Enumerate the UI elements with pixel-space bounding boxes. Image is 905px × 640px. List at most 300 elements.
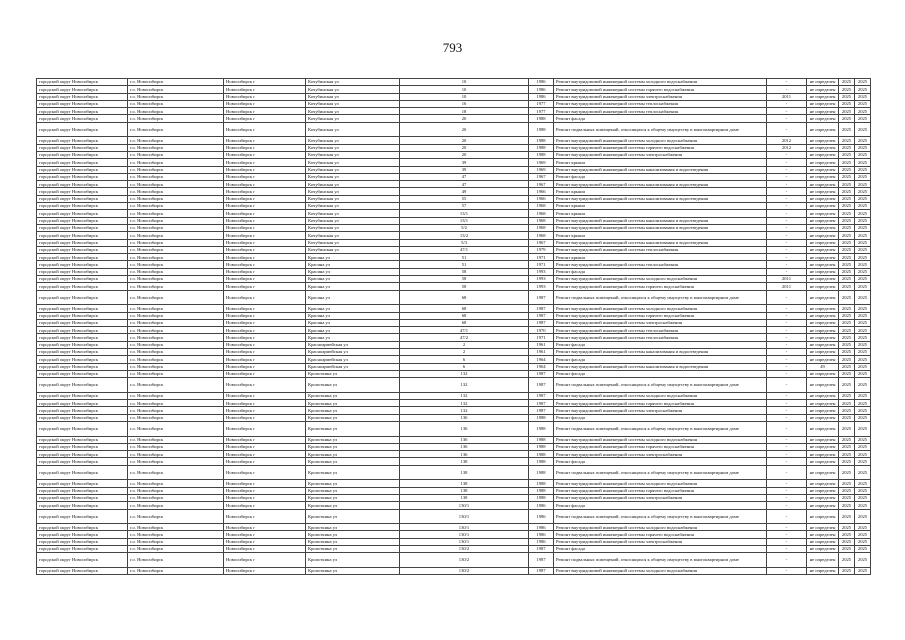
plan-end-year-cell: 2025 — [855, 115, 871, 122]
district-cell: городской округ Новосибирск — [37, 509, 128, 524]
year-built-cell: 1988 — [529, 487, 554, 494]
cost-cell: не определен — [807, 246, 839, 253]
city-cell: Новосибирск г — [224, 203, 306, 210]
plan-start-year-cell: 2025 — [839, 108, 855, 115]
plan-end-year-cell: 2025 — [855, 261, 871, 268]
municipality-cell: г.о. Новосибирск — [128, 290, 224, 305]
work-type-cell: Ремонт внутридомовой инженерной системы горячего водоснабжения — [554, 283, 767, 290]
municipality-cell: г.о. Новосибирск — [128, 465, 224, 480]
last-repair-year-cell: - — [767, 487, 807, 494]
plan-start-year-cell: 2025 — [839, 210, 855, 217]
last-repair-year-cell: - — [767, 480, 807, 487]
plan-end-year-cell: 2025 — [855, 327, 871, 334]
plan-start-year-cell: 2025 — [839, 458, 855, 465]
table-row — [37, 166, 871, 173]
municipality-cell: г.о. Новосибирск — [128, 400, 224, 407]
plan-start-year-cell: 2025 — [839, 465, 855, 480]
last-repair-year-cell: - — [767, 546, 807, 553]
table-row — [37, 509, 871, 524]
table-row — [37, 480, 871, 487]
cost-cell: не определен — [807, 290, 839, 305]
table-row — [37, 246, 871, 253]
city-cell: Новосибирск г — [224, 494, 306, 501]
work-type-cell: Ремонт внутридомовой инженерной системы горячего водоснабжения — [554, 400, 767, 407]
cost-cell: не определен — [807, 538, 839, 545]
year-built-cell: 1988 — [529, 115, 554, 122]
work-type-cell: Ремонт внутридомовой инженерной системы электроснабжения — [554, 451, 767, 458]
work-type-cell: Ремонт подвальных помещений, относящихся к общему имуществу в многоквартирном доме — [554, 465, 767, 480]
city-cell: Новосибирск г — [224, 312, 306, 319]
year-built-cell: 1987 — [529, 312, 554, 319]
street-cell: Красина ул — [306, 305, 400, 312]
table-row — [37, 188, 871, 195]
district-cell: городской округ Новосибирск — [37, 93, 128, 100]
year-built-cell: 1969 — [529, 166, 554, 173]
work-type-cell: Ремонт внутридомовой инженерной системы электроснабжения — [554, 93, 767, 100]
municipality-cell: г.о. Новосибирск — [128, 261, 224, 268]
table-row — [37, 232, 871, 239]
year-built-cell: 1970 — [529, 327, 554, 334]
street-cell: Кропоткина ул — [306, 509, 400, 524]
cost-cell: не определен — [807, 334, 839, 341]
municipality-cell: г.о. Новосибирск — [128, 553, 224, 568]
work-type-cell: Ремонт крыши — [554, 203, 767, 210]
work-type-cell: Ремонт внутридомовой инженерной системы горячего водоснабжения — [554, 443, 767, 450]
district-cell: городской округ Новосибирск — [37, 363, 128, 370]
district-cell: городской округ Новосибирск — [37, 79, 128, 86]
work-type-cell: Ремонт внутридомовой инженерной системы холодного водоснабжения — [554, 137, 767, 144]
house-cell: 47 — [400, 173, 529, 180]
municipality-cell: г.о. Новосибирск — [128, 494, 224, 501]
city-cell: Новосибирск г — [224, 400, 306, 407]
plan-end-year-cell: 2025 — [855, 356, 871, 363]
municipality-cell: г.о. Новосибирск — [128, 378, 224, 393]
street-cell: Кочубинская ул — [306, 166, 400, 173]
cost-cell: не определен — [807, 203, 839, 210]
plan-end-year-cell: 2025 — [855, 407, 871, 414]
last-repair-year-cell: - — [767, 261, 807, 268]
plan-end-year-cell: 2025 — [855, 363, 871, 370]
work-type-cell: Ремонт внутридомовой инженерной системы горячего водоснабжения — [554, 312, 767, 319]
city-cell: Новосибирск г — [224, 487, 306, 494]
table-row — [37, 356, 871, 363]
municipality-cell: г.о. Новосибирск — [128, 487, 224, 494]
plan-start-year-cell: 2025 — [839, 239, 855, 246]
year-built-cell: 1986 — [529, 524, 554, 531]
year-built-cell: 1966 — [529, 188, 554, 195]
plan-start-year-cell: 2025 — [839, 356, 855, 363]
house-cell: 138 — [400, 458, 529, 465]
table-row — [37, 159, 871, 166]
district-cell: городской округ Новосибирск — [37, 465, 128, 480]
cost-cell: не определен — [807, 502, 839, 509]
house-cell: 20 — [400, 115, 529, 122]
plan-start-year-cell: 2025 — [839, 348, 855, 355]
last-repair-year-cell: 2011 — [767, 93, 807, 100]
plan-end-year-cell: 2025 — [855, 553, 871, 568]
district-cell: городской округ Новосибирск — [37, 195, 128, 202]
municipality-cell: г.о. Новосибирск — [128, 224, 224, 231]
plan-end-year-cell: 2025 — [855, 305, 871, 312]
municipality-cell: г.о. Новосибирск — [128, 502, 224, 509]
city-cell: Новосибирск г — [224, 567, 306, 574]
district-cell: городской округ Новосибирск — [37, 210, 128, 217]
district-cell: городской округ Новосибирск — [37, 319, 128, 326]
last-repair-year-cell: - — [767, 400, 807, 407]
year-built-cell: 1987 — [529, 370, 554, 377]
page-number: 793 — [442, 40, 463, 55]
last-repair-year-cell: - — [767, 436, 807, 443]
municipality-cell: г.о. Новосибирск — [128, 115, 224, 122]
last-repair-year-cell: - — [767, 509, 807, 524]
plan-start-year-cell: 2025 — [839, 181, 855, 188]
street-cell: Красноармейская ул — [306, 356, 400, 363]
table-row — [37, 93, 871, 100]
district-cell: городской округ Новосибирск — [37, 400, 128, 407]
cost-cell: не определен — [807, 348, 839, 355]
district-cell: городской округ Новосибирск — [37, 246, 128, 253]
municipality-cell: г.о. Новосибирск — [128, 414, 224, 421]
district-cell: городской округ Новосибирск — [37, 217, 128, 224]
year-built-cell: 1968 — [529, 224, 554, 231]
last-repair-year-cell: - — [767, 108, 807, 115]
table-row — [37, 181, 871, 188]
city-cell: Новосибирск г — [224, 268, 306, 275]
last-repair-year-cell: - — [767, 173, 807, 180]
plan-start-year-cell: 2025 — [839, 246, 855, 253]
cost-cell: не определен — [807, 188, 839, 195]
municipality-cell: г.о. Новосибирск — [128, 283, 224, 290]
district-cell: городской округ Новосибирск — [37, 524, 128, 531]
work-type-cell: Ремонт фасада — [554, 502, 767, 509]
plan-end-year-cell: 2025 — [855, 79, 871, 86]
cost-cell: не определен — [807, 86, 839, 93]
district-cell: городской округ Новосибирск — [37, 305, 128, 312]
plan-start-year-cell: 2025 — [839, 290, 855, 305]
house-cell: 39 — [400, 166, 529, 173]
district-cell: городской округ Новосибирск — [37, 538, 128, 545]
last-repair-year-cell: - — [767, 392, 807, 399]
plan-start-year-cell: 2025 — [839, 378, 855, 393]
district-cell: городской округ Новосибирск — [37, 312, 128, 319]
table-row — [37, 312, 871, 319]
work-type-cell: Ремонт внутридомовой инженерной системы горячего водоснабжения — [554, 144, 767, 151]
table-row — [37, 546, 871, 553]
last-repair-year-cell: - — [767, 356, 807, 363]
house-cell: 136 — [400, 414, 529, 421]
plan-end-year-cell: 2025 — [855, 166, 871, 173]
work-type-cell: Ремонт внутридомовой инженерной системы холодного водоснабжения — [554, 436, 767, 443]
city-cell: Новосибирск г — [224, 115, 306, 122]
municipality-cell: г.о. Новосибирск — [128, 151, 224, 158]
year-built-cell: 1968 — [529, 203, 554, 210]
district-cell: городской округ Новосибирск — [37, 480, 128, 487]
plan-start-year-cell: 2025 — [839, 334, 855, 341]
plan-end-year-cell: 2025 — [855, 210, 871, 217]
street-cell: Кочубинская ул — [306, 246, 400, 253]
plan-start-year-cell: 2025 — [839, 370, 855, 377]
work-type-cell: Ремонт подвальных помещений, относящихся к общему имуществу в многоквартирном доме — [554, 421, 767, 436]
street-cell: Кочубинская ул — [306, 159, 400, 166]
municipality-cell: г.о. Новосибирск — [128, 509, 224, 524]
plan-start-year-cell: 2025 — [839, 217, 855, 224]
city-cell: Новосибирск г — [224, 108, 306, 115]
street-cell: Кочубинская ул — [306, 232, 400, 239]
municipality-cell: г.о. Новосибирск — [128, 319, 224, 326]
plan-end-year-cell: 2025 — [855, 443, 871, 450]
year-built-cell: 1986 — [529, 93, 554, 100]
house-cell: 138 — [400, 465, 529, 480]
street-cell: Кочубинская ул — [306, 79, 400, 86]
year-built-cell: 1988 — [529, 144, 554, 151]
house-cell: 138 — [400, 480, 529, 487]
year-built-cell: 1968 — [529, 217, 554, 224]
last-repair-year-cell: - — [767, 567, 807, 574]
plan-start-year-cell: 2025 — [839, 531, 855, 538]
table-row — [37, 319, 871, 326]
district-cell: городской округ Новосибирск — [37, 443, 128, 450]
house-cell: 10 — [400, 93, 529, 100]
plan-end-year-cell: 2025 — [855, 546, 871, 553]
plan-end-year-cell: 2025 — [855, 414, 871, 421]
city-cell: Новосибирск г — [224, 232, 306, 239]
plan-start-year-cell: 2025 — [839, 487, 855, 494]
cost-cell: не определен — [807, 465, 839, 480]
district-cell: городской округ Новосибирск — [37, 370, 128, 377]
city-cell: Новосибирск г — [224, 210, 306, 217]
year-built-cell: 1961 — [529, 348, 554, 355]
house-cell: 136 — [400, 443, 529, 450]
table-row — [37, 341, 871, 348]
last-repair-year-cell: 2012 — [767, 144, 807, 151]
cost-cell: не определен — [807, 443, 839, 450]
city-cell: Новосибирск г — [224, 86, 306, 93]
last-repair-year-cell: - — [767, 246, 807, 253]
street-cell: Кропоткина ул — [306, 378, 400, 393]
house-cell: 68 — [400, 319, 529, 326]
table-row — [37, 436, 871, 443]
cost-cell: не определен — [807, 400, 839, 407]
table-row — [37, 203, 871, 210]
city-cell: Новосибирск г — [224, 100, 306, 107]
city-cell: Новосибирск г — [224, 363, 306, 370]
work-type-cell: Ремонт внутридомовой инженерной системы холодного водоснабжения — [554, 79, 767, 86]
city-cell: Новосибирск г — [224, 553, 306, 568]
plan-start-year-cell: 2025 — [839, 451, 855, 458]
last-repair-year-cell: - — [767, 210, 807, 217]
last-repair-year-cell: - — [767, 465, 807, 480]
work-type-cell: Ремонт внутридомовой инженерной системы холодного водоснабжения — [554, 276, 767, 283]
last-repair-year-cell: - — [767, 458, 807, 465]
city-cell: Новосибирск г — [224, 414, 306, 421]
last-repair-year-cell: - — [767, 217, 807, 224]
plan-end-year-cell: 2025 — [855, 290, 871, 305]
district-cell: городской округ Новосибирск — [37, 159, 128, 166]
municipality-cell: г.о. Новосибирск — [128, 276, 224, 283]
work-type-cell: Ремонт фасада — [554, 268, 767, 275]
year-built-cell: 1964 — [529, 356, 554, 363]
plan-start-year-cell: 2025 — [839, 494, 855, 501]
district-cell: городской округ Новосибирск — [37, 166, 128, 173]
year-built-cell: 1987 — [529, 305, 554, 312]
cost-cell: не определен — [807, 407, 839, 414]
plan-end-year-cell: 2025 — [855, 188, 871, 195]
cost-cell: не определен — [807, 115, 839, 122]
year-built-cell: 1971 — [529, 254, 554, 261]
street-cell: Кочубинская ул — [306, 151, 400, 158]
house-cell: 130/1 — [400, 538, 529, 545]
table-row — [37, 494, 871, 501]
house-cell: 13/1 — [400, 210, 529, 217]
last-repair-year-cell: - — [767, 327, 807, 334]
plan-end-year-cell: 2025 — [855, 531, 871, 538]
city-cell: Новосибирск г — [224, 254, 306, 261]
house-cell: 58 — [400, 283, 529, 290]
plan-start-year-cell: 2025 — [839, 546, 855, 553]
work-type-cell: Ремонт внутридомовой инженерной системы канализования и водоотведения — [554, 166, 767, 173]
street-cell: Кропоткина ул — [306, 443, 400, 450]
municipality-cell: г.о. Новосибирск — [128, 421, 224, 436]
last-repair-year-cell: - — [767, 553, 807, 568]
district-cell: городской округ Новосибирск — [37, 356, 128, 363]
street-cell: Красина ул — [306, 327, 400, 334]
plan-end-year-cell: 2025 — [855, 283, 871, 290]
house-cell: 6 — [400, 356, 529, 363]
house-cell: 138 — [400, 494, 529, 501]
last-repair-year-cell: - — [767, 443, 807, 450]
last-repair-year-cell: - — [767, 370, 807, 377]
last-repair-year-cell: - — [767, 531, 807, 538]
house-cell: 20 — [400, 151, 529, 158]
house-cell: 68 — [400, 312, 529, 319]
city-cell: Новосибирск г — [224, 261, 306, 268]
work-type-cell: Ремонт внутридомовой инженерной системы канализования и водоотведения — [554, 239, 767, 246]
municipality-cell: г.о. Новосибирск — [128, 327, 224, 334]
work-type-cell: Ремонт фасада — [554, 173, 767, 180]
cost-cell: не определен — [807, 151, 839, 158]
last-repair-year-cell: - — [767, 86, 807, 93]
plan-end-year-cell: 2025 — [855, 173, 871, 180]
municipality-cell: г.о. Новосибирск — [128, 93, 224, 100]
plan-start-year-cell: 2025 — [839, 341, 855, 348]
last-repair-year-cell: 2011 — [767, 276, 807, 283]
municipality-cell: г.о. Новосибирск — [128, 108, 224, 115]
year-built-cell: 1986 — [529, 531, 554, 538]
last-repair-year-cell: 2012 — [767, 137, 807, 144]
street-cell: Кропоткина ул — [306, 494, 400, 501]
municipality-cell: г.о. Новосибирск — [128, 137, 224, 144]
city-cell: Новосибирск г — [224, 502, 306, 509]
work-type-cell: Ремонт внутридомовой инженерной системы горячего водоснабжения — [554, 86, 767, 93]
house-cell: 57 — [400, 203, 529, 210]
district-cell: городской округ Новосибирск — [37, 122, 128, 137]
plan-end-year-cell: 2025 — [855, 224, 871, 231]
cost-cell: не определен — [807, 224, 839, 231]
plan-end-year-cell: 2025 — [855, 378, 871, 393]
work-type-cell: Ремонт крыши — [554, 254, 767, 261]
cost-cell: не определен — [807, 144, 839, 151]
city-cell: Новосибирск г — [224, 79, 306, 86]
year-built-cell: 1977 — [529, 108, 554, 115]
district-cell: городской округ Новосибирск — [37, 458, 128, 465]
district-cell: городской округ Новосибирск — [37, 392, 128, 399]
work-type-cell: Ремонт внутридомовой инженерной системы теплоснабжения — [554, 108, 767, 115]
cost-cell: не определен — [807, 268, 839, 275]
work-type-cell: Ремонт внутридомовой инженерной системы электроснабжения — [554, 407, 767, 414]
street-cell: Кропоткина ул — [306, 451, 400, 458]
work-type-cell: Ремонт внутридомовой инженерной системы электроснабжения — [554, 494, 767, 501]
work-type-cell: Ремонт фасада — [554, 546, 767, 553]
year-built-cell: 1961 — [529, 341, 554, 348]
last-repair-year-cell: - — [767, 407, 807, 414]
cost-cell: не определен — [807, 509, 839, 524]
year-built-cell: 1987 — [529, 290, 554, 305]
house-cell: 5/2 — [400, 224, 529, 231]
city-cell: Новосибирск г — [224, 334, 306, 341]
year-built-cell: 1988 — [529, 137, 554, 144]
table-row — [37, 151, 871, 158]
work-type-cell: Ремонт внутридомовой инженерной системы канализования и водоотведения — [554, 195, 767, 202]
year-built-cell: 1988 — [529, 436, 554, 443]
work-type-cell: Ремонт внутридомовой инженерной системы канализования и водоотведения — [554, 224, 767, 231]
plan-start-year-cell: 2025 — [839, 443, 855, 450]
city-cell: Новосибирск г — [224, 378, 306, 393]
year-built-cell: 1988 — [529, 458, 554, 465]
district-cell: городской округ Новосибирск — [37, 502, 128, 509]
cost-cell: не определен — [807, 480, 839, 487]
work-type-cell: Ремонт внутридомовой инженерной системы горячего водоснабжения — [554, 531, 767, 538]
district-cell: городской округ Новосибирск — [37, 254, 128, 261]
work-type-cell: Ремонт внутридомовой инженерной системы теплоснабжения — [554, 246, 767, 253]
work-type-cell: Ремонт подвальных помещений, относящихся к общему имуществу в многоквартирном доме — [554, 509, 767, 524]
table-row — [37, 79, 871, 86]
city-cell: Новосибирск г — [224, 392, 306, 399]
last-repair-year-cell: - — [767, 494, 807, 501]
district-cell: городской округ Новосибирск — [37, 421, 128, 436]
table-row — [37, 363, 871, 370]
cost-cell: не определен — [807, 217, 839, 224]
table-row — [37, 100, 871, 107]
municipality-cell: г.о. Новосибирск — [128, 312, 224, 319]
plan-start-year-cell: 2025 — [839, 166, 855, 173]
cost-cell: не определен — [807, 546, 839, 553]
cost-cell: не определен — [807, 100, 839, 107]
table-row — [37, 108, 871, 115]
plan-end-year-cell: 2025 — [855, 392, 871, 399]
house-cell: 68 — [400, 290, 529, 305]
plan-end-year-cell: 2025 — [855, 567, 871, 574]
municipality-cell: г.о. Новосибирск — [128, 239, 224, 246]
municipality-cell: г.о. Новосибирск — [128, 392, 224, 399]
city-cell: Новосибирск г — [224, 224, 306, 231]
table-row — [37, 305, 871, 312]
house-cell: 130/2 — [400, 553, 529, 568]
city-cell: Новосибирск г — [224, 290, 306, 305]
cost-cell: не определен — [807, 553, 839, 568]
district-cell: городской округ Новосибирск — [37, 115, 128, 122]
table-row — [37, 443, 871, 450]
last-repair-year-cell: - — [767, 122, 807, 137]
house-cell: 10 — [400, 86, 529, 93]
city-cell: Новосибирск г — [224, 327, 306, 334]
municipality-cell: г.о. Новосибирск — [128, 356, 224, 363]
plan-start-year-cell: 2025 — [839, 319, 855, 326]
plan-end-year-cell: 2025 — [855, 217, 871, 224]
year-built-cell: 1988 — [529, 465, 554, 480]
year-built-cell: 1979 — [529, 246, 554, 253]
district-cell: городской округ Новосибирск — [37, 224, 128, 231]
district-cell: городской округ Новосибирск — [37, 108, 128, 115]
